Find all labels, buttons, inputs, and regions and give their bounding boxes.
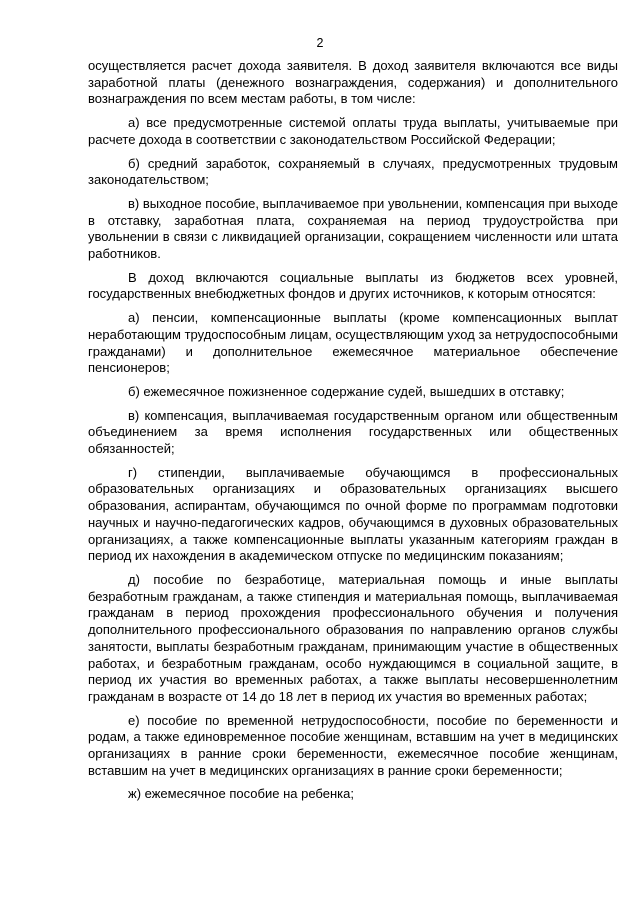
page-number: 2: [316, 36, 324, 50]
paragraph-item-b-judges: б) ежемесячное пожизненное содержание судей, вышедших в отставку;: [128, 383, 565, 399]
paragraph-social-payments-intro: В доход включаются социальные выплаты из бюджетов всех уровней, государственных внебюджетных фондов и других источников, к которым относятся:: [88, 269, 618, 302]
paragraph-item-a-salary: а) все предусмотренные системой оплаты труда выплаты, учитываемые при расчете дохода в соответствии с законодательством Российской Федерации;: [88, 115, 618, 147]
paragraph-item-g-stipends: г) стипендии, выплачиваемые обучающимся в профессиональных образовательных организациях и образовательных организациях высшего образования, аспирантам, обучающимся по очной форме по программам подготовки научных и научно-педагогических кадров, обучающимся в духовных образовательных организациях, а также компенсационные выплаты указанным категориям граждан в период их нахождения в академическом отпуске по медицинским показаниям;: [88, 464, 618, 564]
paragraph-intro-continuation: осуществляется расчет дохода заявителя. В доход заявителя включаются все виды заработной платы (денежного вознаграждения, содержания) и дополнительного вознаграждения по всем местам работы, в том числе:: [88, 58, 618, 107]
paragraph-item-v-severance: в) выходное пособие, выплачиваемое при увольнении, компенсация при выходе в отставку, заработная плата, сохраняемая на период трудоустройства при увольнении в связи с ликвидацией организации, сокращением численности или штата работников.: [88, 195, 618, 262]
paragraph-item-e-disability-maternity: е) пособие по временной нетрудоспособности, пособие по беременности и родам, а также единовременное пособие женщинам, вставшим на учет в медицинских организациях в ранние сроки беременности, ежемесячное пособие женщинам, вставшим на учет в медицинских организациях в ранние сроки беременности;: [88, 712, 618, 778]
paragraph-item-d-unemployment: д) пособие по безработице, материальная помощь и иные выплаты безработным гражданам, а также стипендия и материальная помощь, выплачиваемая гражданам в период прохождения профессионального обучения и получения дополнительного профессионального образования по направлению органов службы занятости, выплаты безработным гражданам, принимающим участие в общественных работах, и безработным гражданам, особо нуждающимся в социальной защите, в период их участия во временных работах, а также выплаты несовершеннолетним гражданам в возрасте от 14 до 18 лет в период их участия во временных работах;: [88, 571, 618, 704]
paragraph-item-v-compensation: в) компенсация, выплачиваемая государственным органом или общественным объединением за время исполнения государственных или общественных обязанностей;: [88, 407, 618, 457]
paragraph-item-b-average-earnings: б) средний заработок, сохраняемый в случаях, предусмотренных трудовым законодательством;: [88, 155, 618, 188]
paragraph-item-a-pensions: а) пенсии, компенсационные выплаты (кроме компенсационных выплат неработающим трудоспособным лицам, осуществляющим уход за нетрудоспособными гражданами) и дополнительное ежемесячное материальное обеспечение пенсионеров;: [88, 310, 618, 376]
document-body: [88, 58, 618, 810]
paragraph-item-zh-child-allowance: ж) ежемесячное пособие на ребенка;: [128, 786, 354, 802]
